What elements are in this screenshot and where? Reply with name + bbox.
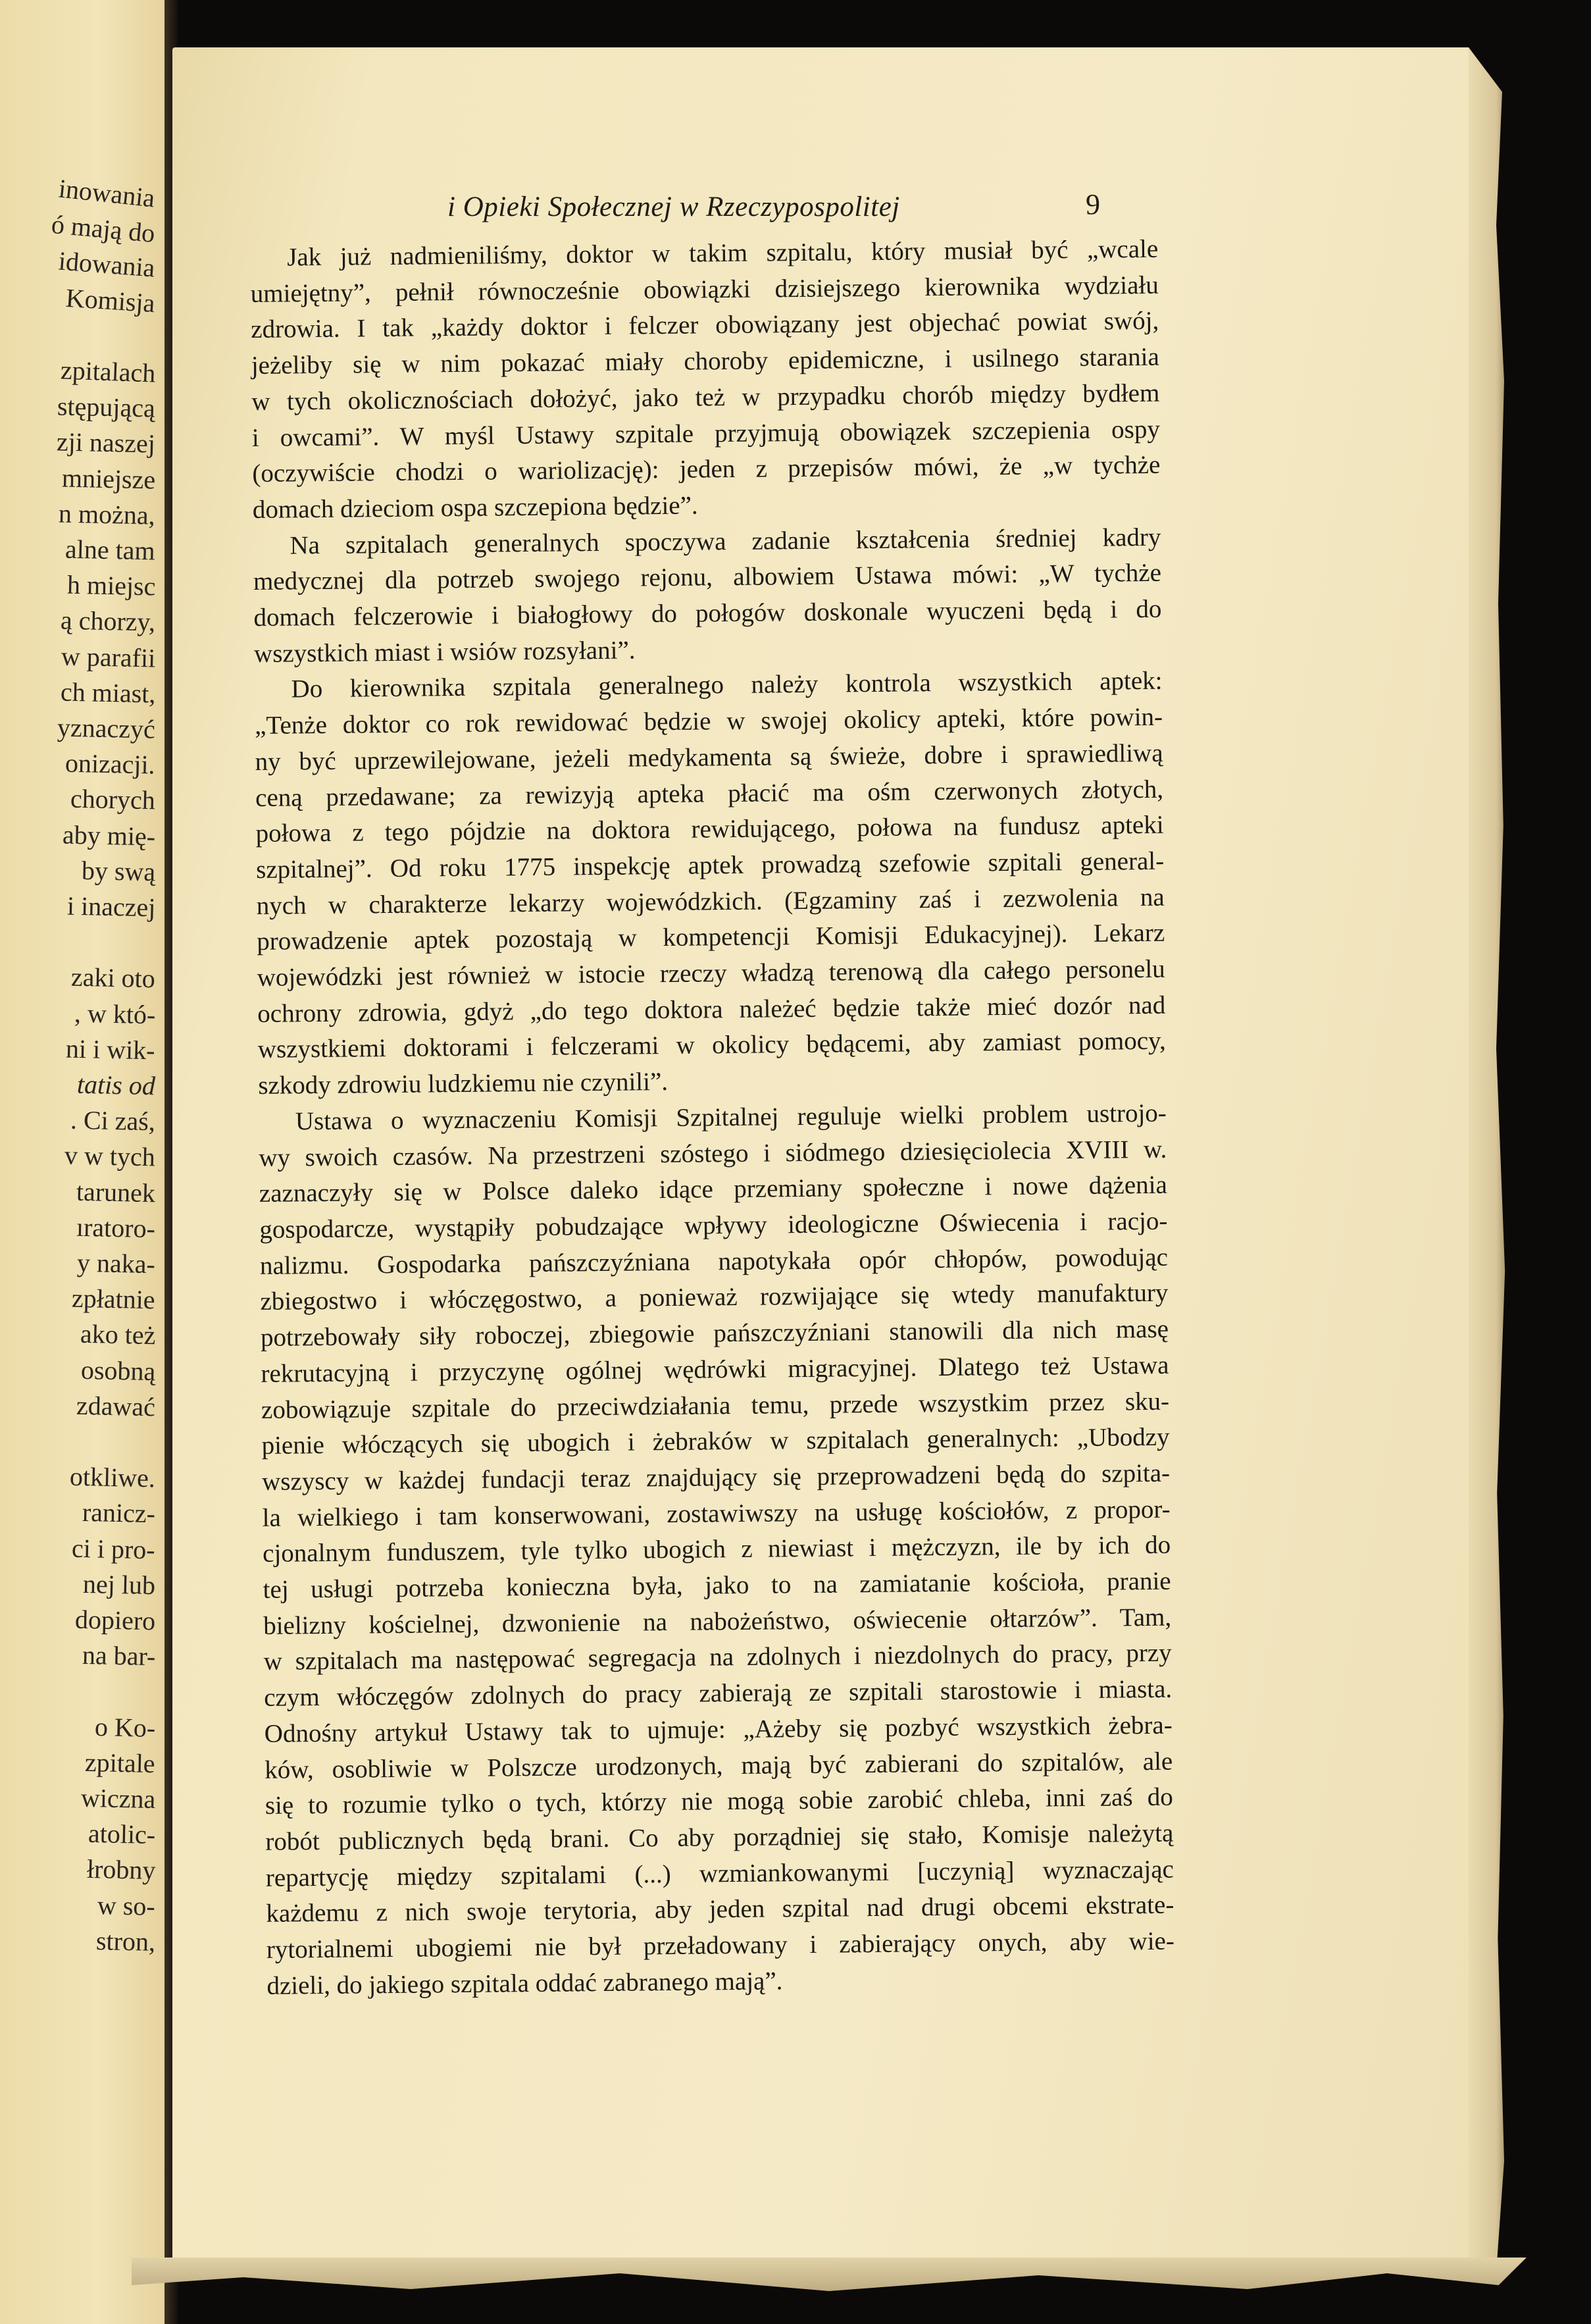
text-line: wojewódzki jest również w istocie rzeczy władzą terenową dla całego personelu — [257, 954, 1165, 993]
previous-page-line: i inaczej — [66, 891, 156, 923]
text-line: wy swoich czasów. Na przestrzeni szóstego i siódmego dziesięciolecia XVIII w. — [259, 1135, 1167, 1172]
text-line: tej usługi potrzeba konieczna była, jako to na zamiatanie kościoła, pranie — [263, 1566, 1171, 1604]
previous-page-line: ni i wik- — [65, 1033, 156, 1066]
text-line: cjonalnym funduszem, tyle tylko ubogich z niewiast i mężczyzn, ile by ich do — [262, 1530, 1171, 1568]
previous-page-line: zdawać — [76, 1390, 156, 1422]
previous-page-line: onizacji. — [64, 748, 156, 780]
previous-page-line: h miejsc — [66, 569, 156, 602]
text-line: połowa z tego pójdzie na doktora rewidującego, połowa na fundusz apteki — [255, 810, 1164, 848]
text-line: rytorialnemi ubogiemi nie był przeładowany i zabierający onych, aby wie- — [266, 1926, 1175, 1964]
text-line: Do kierownika szpitala generalnego należy kontrola wszystkich aptek: — [291, 667, 1163, 704]
text-line: szpitalnej”. Od roku 1775 inspekcję aptek prowadzą szefowie szpitali general- — [255, 846, 1165, 884]
previous-page-line: mniejsze — [61, 463, 156, 495]
previous-page-line: zpitalach — [59, 355, 156, 388]
previous-page-line: chorych — [70, 784, 156, 815]
text-line: (oczywiście chodzi o wariolizację): jeden z przepisów mówi, że „w tychże — [252, 450, 1161, 488]
text-line: zdrowia. I tak „każdy doktor i felczer obowiązany jest objechać powiat swój, — [251, 307, 1159, 344]
text-line: zobowiązuje szpitale do przeciwdziałania temu, przede wszystkim przez sku- — [261, 1387, 1170, 1424]
running-head: i Opieki Społecznej w Rzeczypospolitej — [447, 192, 900, 222]
text-line: domach felczerowie i białogłowy do połogów doskonale wyuczeni będą i do — [253, 594, 1162, 633]
text-line: w szpitalach ma następować segregacja na zdolnych i niezdolnych do pracy, przy — [263, 1639, 1172, 1676]
previous-page-line: Komisja — [65, 282, 157, 318]
previous-page-line: ıratoro- — [76, 1212, 156, 1244]
text-line: la wielkiego i tam konserwowani, zostawiwszy na usługę kościołów, z propor- — [262, 1495, 1171, 1532]
previous-page-line: tarunek — [76, 1176, 156, 1208]
previous-page-line: inowania — [57, 173, 157, 213]
body-text — [250, 232, 1175, 2005]
text-line: wszystkich miast i wsiów rozsyłani”. — [253, 636, 636, 668]
text-line: repartycję między szpitalami (...) wzmiankowanymi [uczynią] wyznaczając — [265, 1855, 1174, 1892]
previous-page-line: o Ko- — [94, 1711, 156, 1743]
previous-page-line: zpitale — [84, 1747, 156, 1778]
text-line: rekrutacyjną i przyczynę ogólnej wędrówki migracyjnej. Dlatego też Ustawa — [261, 1351, 1169, 1388]
text-line: nalizmu. Gospodarka pańszczyźniana napotykała opór chłopów, powodując — [259, 1243, 1169, 1280]
previous-page-line: nej lub — [82, 1568, 156, 1600]
page-edge-right — [1469, 47, 1508, 2272]
previous-page-line: ch miast, — [60, 677, 156, 709]
previous-page-line: otkliwe. — [69, 1461, 156, 1493]
text-line: czym włóczęgów zdolnych do pracy zabierają ze szpitali starostowie i miasta. — [264, 1674, 1173, 1713]
text-line: ceną przedawane; za rewizyją apteka płacić ma ośm czerwonych złotych, — [255, 775, 1164, 812]
previous-page-line: zaki oto — [70, 962, 156, 994]
text-line: ochrony zdrowia, gdyż „do tego doktora należeć będzie także mieć dozór nad — [257, 991, 1166, 1028]
page-number: 9 — [1086, 188, 1100, 220]
previous-page-line: y naka- — [76, 1247, 156, 1279]
previous-page-line: dopiero — [74, 1604, 156, 1636]
previous-page-line: stron, — [95, 1925, 156, 1957]
text-line: wszystkiemi doktorami i felczerami w okolicy będącemi, aby zamiast pomocy, — [257, 1027, 1166, 1064]
text-line: Ustawa o wyznaczeniu Komisji Szpitalnej reguluje wielki problem ustrojo- — [295, 1098, 1167, 1136]
text-line: Na szpitalach generalnych spoczywa zadanie kształcenia średniej kadry — [290, 523, 1161, 560]
previous-page-line: na bar- — [82, 1640, 156, 1672]
previous-page-line: osobną — [80, 1355, 156, 1386]
text-line: każdemu z nich swoje terytoria, aby jeden szpital nad drugi obcemi ekstrate- — [266, 1890, 1174, 1928]
text-line: ny być uprzewilejowane, jeżeli medykamenta są świeże, dobre i sprawiedliwą — [255, 738, 1163, 776]
page-edge-bottom — [132, 2258, 1527, 2297]
text-line: „Tenże doktor co rok rewidować będzie w swojej okolicy apteki, które powin- — [254, 702, 1163, 740]
text-line: dzieli, do jakiego szpitala oddać zabranego mają”. — [266, 1967, 783, 2000]
previous-page-line: w parafii — [61, 641, 156, 673]
previous-page-line: aby mię- — [62, 819, 156, 852]
text-line: zbiegostwo i włóczęgostwo, a ponieważ rozwijające się wtedy manufaktury — [260, 1279, 1169, 1316]
text-line: prowadzenie aptek pozostają w kompetencji Komisji Edukacyjnej). Lekarz — [257, 919, 1165, 956]
previous-page-line: n można, — [58, 498, 156, 530]
text-line: ków, osobliwie w Polszcze urodzonych, mają być zabierani do szpitalów, ale — [265, 1747, 1173, 1784]
text-line: potrzebowały siły roboczej, zbiegowie pańszczyźniani stanowili dla nich masę — [260, 1314, 1169, 1353]
previous-page — [0, 0, 166, 2324]
text-line: gospodarcze, wystąpiły pobudzające wpływy ideologiczne Oświecenia i racjo- — [259, 1206, 1168, 1244]
previous-page-line: zji naszej — [56, 426, 156, 459]
text-line: i owcami”. W myśl Ustawy szpitale przyjmują obowiązek szczepienia ospy — [251, 415, 1161, 452]
text-line: się to rozumie tylko o tych, którzy nie mogą sobie zarobić chleba, inni zaś do — [265, 1782, 1173, 1820]
previous-page-line: tatis od — [76, 1069, 156, 1101]
text-line: pienie włóczących się ubogich i żebraków w szpitalach generalnych: „Ubodzy — [261, 1422, 1170, 1460]
previous-page-line: stępującą — [57, 391, 156, 423]
previous-page-line: yznaczyć — [57, 712, 156, 744]
previous-page-line: by swą — [81, 855, 156, 887]
text-line: robót publicznych będą brani. Co aby porządniej się stało, Komisje należytą — [265, 1819, 1174, 1856]
text-line: w tych okolicznościach dołożyć, jako też w przypadku chorób między bydłem — [251, 378, 1160, 416]
text-line: jeżeliby się w nim pokazać miały choroby epidemiczne, i usilnego starania — [251, 342, 1159, 380]
previous-page-line: łrobny — [86, 1854, 156, 1886]
previous-page-line: v w tych — [64, 1140, 156, 1172]
previous-page-line: idowania — [57, 245, 157, 283]
text-line: bielizny kościelnej, dzwonienie na nabożeństwo, oświecenie ołtarzów”. Tam, — [263, 1603, 1172, 1640]
previous-page-line: wiczna — [80, 1782, 156, 1815]
text-line: umiejętny”, pełnił równocześnie obowiązki dzisiejszego kierownika wydziału — [250, 271, 1159, 308]
previous-page-line: ranicz- — [82, 1497, 156, 1529]
previous-page-line: , w któ- — [74, 998, 156, 1029]
previous-page-line: ą chorzy, — [60, 605, 156, 637]
previous-page-line: ako też — [80, 1319, 156, 1351]
text-line: medycznej dla potrzeb swojego rejonu, albowiem Ustawa mówi: „W tychże — [253, 559, 1162, 596]
text-line: Jak już nadmieniliśmy, doktor w takim szpitalu, który musiał być „wcale — [287, 234, 1159, 272]
previous-page-line: atolic- — [88, 1819, 156, 1850]
text-line: domach dzieciom ospa szczepiona będzie”. — [252, 491, 698, 524]
text-line: Odnośny artykuł Ustawy tak to ujmuje: „Ażeby się pozbyć wszystkich żebra- — [264, 1711, 1173, 1748]
text-line: nych w charakterze lekarzy wojewódzkich. (Egzaminy zaś i zezwolenia na — [256, 883, 1165, 920]
previous-page-line: w so- — [97, 1890, 156, 1921]
text-line: wszyscy w każdej fundacji teraz znajdujący się przeprowadzeni będą do szpita- — [261, 1459, 1171, 1496]
previous-page-line: ci i pro- — [71, 1533, 156, 1564]
text-line: szkody zdrowiu ludzkiemu nie czynili”. — [258, 1068, 669, 1100]
text-line: zaznaczyły się w Polsce daleko idące przemiany społeczne i nowe dążenia — [259, 1170, 1168, 1208]
previous-page-line: ó mają do — [50, 209, 157, 249]
previous-page-line: . Ci zaś, — [70, 1104, 156, 1137]
previous-page-line: alne tam — [64, 534, 156, 566]
previous-page-line: zpłatnie — [71, 1283, 156, 1315]
